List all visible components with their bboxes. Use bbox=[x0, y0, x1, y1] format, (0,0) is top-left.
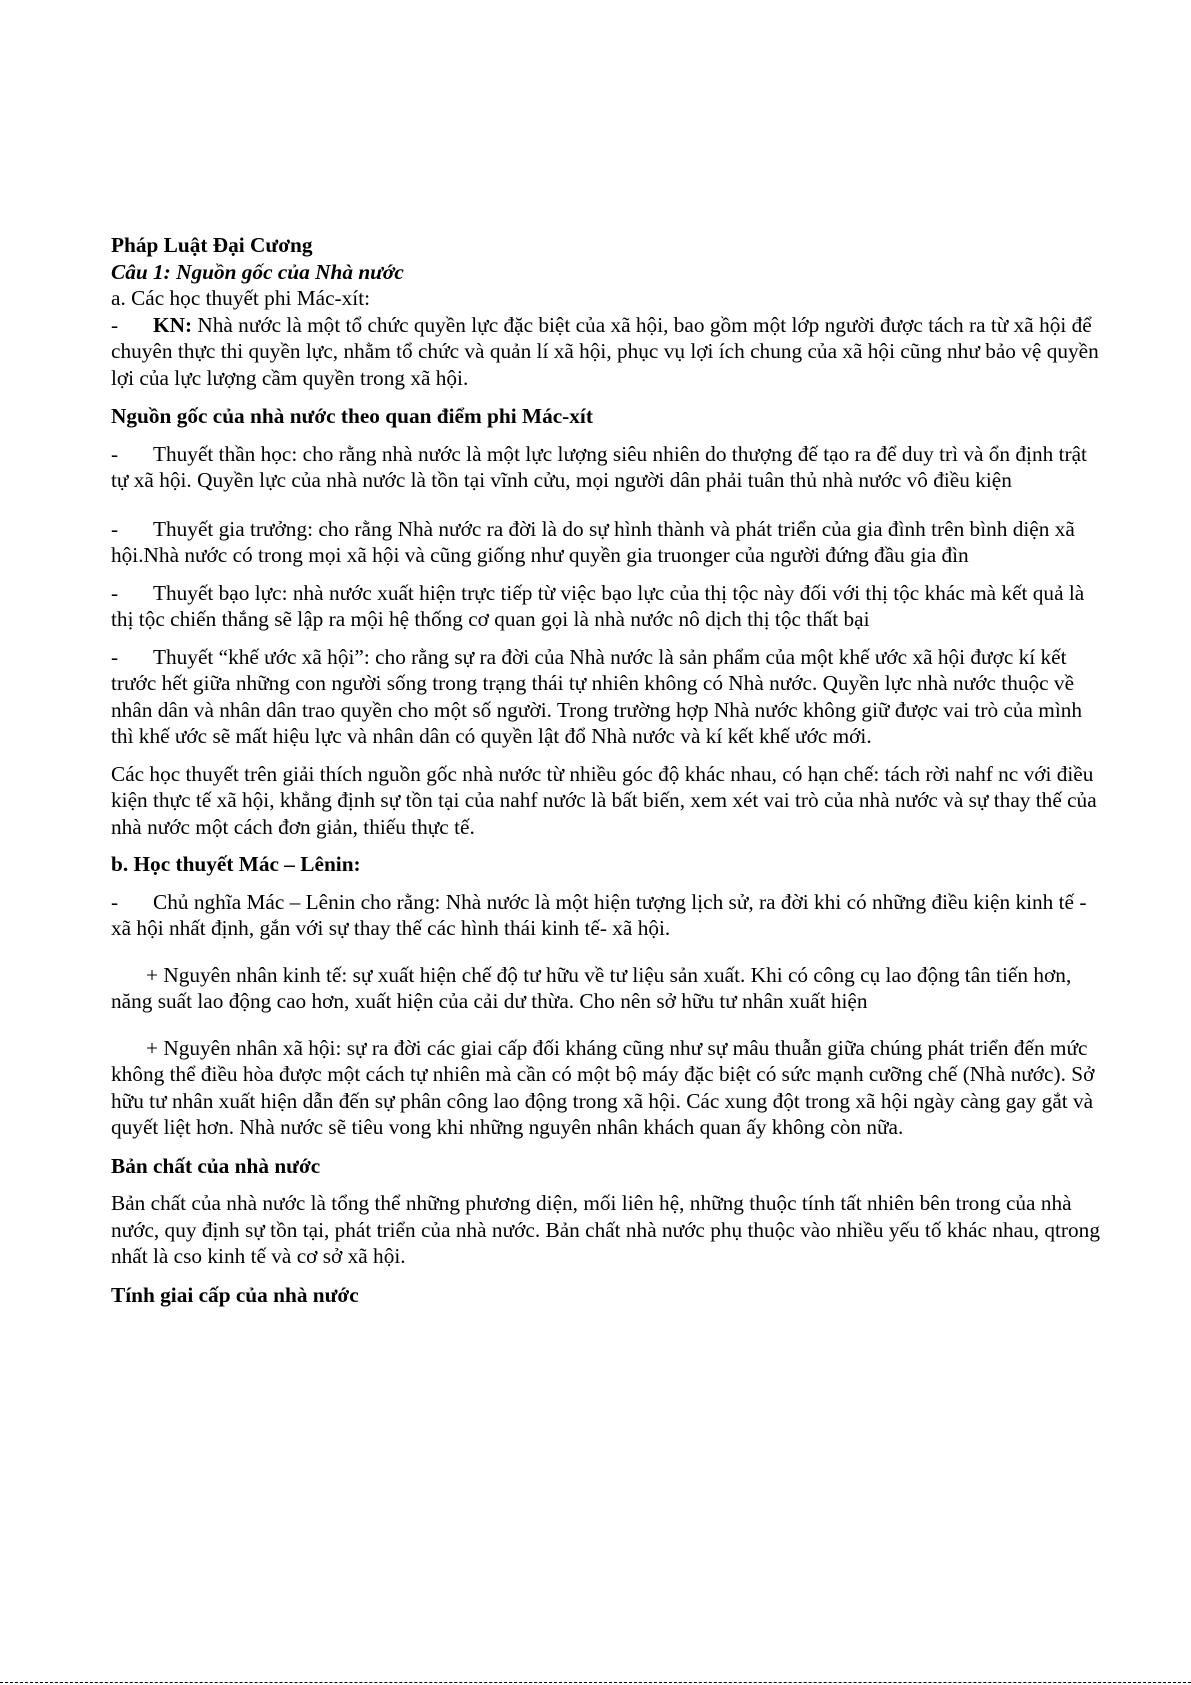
theory-item bbox=[111, 644, 1101, 750]
conclusion-paragraph: Các học thuyết trên giải thích nguồn gốc nhà nước từ nhiều góc độ khác nhau, có hạn chế: tách rời nahf nc với điều kiện thực tế xã hội, khẳng định sự tồn tại của nahf nước là bất biến, xem xét vai trò của nhà nước và sự thay thế của nhà nước một cách đơn giản, thiếu thực tế. bbox=[111, 761, 1097, 839]
dash-bullet: - bbox=[111, 889, 119, 914]
theory-item bbox=[111, 580, 1101, 633]
document-title: Pháp Luật Đại Cương bbox=[111, 233, 313, 257]
social-cause: + Nguyên nhân xã hội: sự ra đời các giai cấp đối kháng cũng như sự mâu thuẫn giữa chúng phát triển đến mức không thể điều hòa được một cách tự nhiên mà cần có một bộ máy đặc biệt có sức mạnh cưỡng chế (Nhà nước). Sở hữu tư nhân xuất hiện dẫn đến sự phân công lao động trong xã hội. Các xung đột trong xã hội ngày càng gay gắt và quyết liệt hơn. Nhà nước sẽ tiêu vong khi những nguyên nhân khách quan ấy không còn nữa. bbox=[111, 1035, 1095, 1139]
theory-item bbox=[111, 516, 1101, 569]
economic-cause: + Nguyên nhân kinh tế: sự xuất hiện chế độ tư hữu về tư liệu sản xuất. Khi có công cụ lao động tân tiến hơn, năng suất lao động cao hơn, xuất hiện của cải dư thừa. Cho nên sở hữu tư nhân xuất hiện bbox=[111, 962, 1072, 1013]
class-nature-heading: Tính giai cấp của nhà nước bbox=[111, 1282, 359, 1307]
dash-bullet: - bbox=[111, 516, 119, 541]
question-heading: Câu 1: Nguồn gốc của Nhà nước bbox=[111, 259, 404, 284]
essence-heading: Bản chất của nhà nước bbox=[111, 1153, 321, 1178]
dash-bullet: - bbox=[111, 580, 119, 605]
theory-text: Thuyết “khế ước xã hội”: cho rằng sự ra đời của Nhà nước là sản phẩm của một khế ước xã hội được kí kết trước hết giữa những con người sống trong trạng thái tự nhiên không có Nhà nước. Quyền lực nhà nước thuộc về nhân dân và nhân dân trao quyền cho một số người. Trong trường hợp Nhà nước không giữ được vai trò của mình thì khế ước sẽ mất hiệu lực và nhân dân có quyền lật đổ Nhà nước và kí kết khế ước mới. bbox=[111, 644, 1083, 748]
definition-text: Nhà nước là một tổ chức quyền lực đặc biệt của xã hội, bao gồm một lớp người được tách ra từ xã hội để chuyên thực thi quyền lực, nhằm tổ chức và quản lí xã hội, phục vụ lợi ích chung của xã hội cũng như bảo vệ quyền lợi của lực lượng cầm quyền trong xã hội. bbox=[111, 312, 1099, 390]
theory-text: Thuyết thần học: cho rằng nhà nước là một lực lượng siêu nhiên do thượng đế tạo ra để duy trì và ổn định trật tự xã hội. Quyền lực của nhà nước là tồn tại vĩnh cửu, mọi người dân phải tuân thủ nhà nước vô điều kiện bbox=[111, 441, 1087, 492]
essence-paragraph: Bản chất của nhà nước là tổng thể những phương diện, mối liên hệ, những thuộc tính tất nhiên bên trong của nhà nước, quy định sự tồn tại, phát triển của nhà nước. Bản chất nhà nước phụ thuộc vào nhiều yếu tố khác nhau, qtrong nhất là cso kinh tế và cơ sở xã hội. bbox=[111, 1191, 1100, 1268]
document-page bbox=[111, 232, 1101, 1319]
theory-text: Thuyết gia trưởng: cho rằng Nhà nước ra đời là do sự hình thành và phát triển của gia đình trên bình diện xã hội.Nhà nước có trong mọi xã hội và cũng giống như quyền gia truonger của người đứng đầu gia đìn bbox=[111, 516, 1075, 567]
definition-paragraph bbox=[111, 312, 1101, 392]
theory-item bbox=[111, 441, 1101, 494]
dash-bullet: - bbox=[111, 312, 119, 337]
theory-text: Thuyết bạo lực: nhà nước xuất hiện trực tiếp từ việc bạo lực của thị tộc này đối với thị tộc khác mà kết quả là thị tộc chiến thắng sẽ lập ra mội hệ thống cơ quan gọi là nhà nước nô dịch thị tộc thất bại bbox=[111, 580, 1085, 631]
definition-label: KN: bbox=[153, 312, 193, 337]
marx-item bbox=[111, 889, 1101, 942]
marx-text: Chủ nghĩa Mác – Lênin cho rằng: Nhà nước là một hiện tượng lịch sử, ra đời khi có những điều kiện kinh tế - xã hội nhất định, gắn với sự thay thế các hình thái kinh tế- xã hội. bbox=[111, 889, 1087, 940]
section-b-heading: b. Học thuyết Mác – Lênin: bbox=[111, 852, 361, 876]
section-a-heading: a. Các học thuyết phi Mác-xít: bbox=[111, 286, 371, 310]
origin-heading: Nguồn gốc của nhà nước theo quan điểm phi Mác-xít bbox=[111, 404, 593, 428]
page-bottom-rule bbox=[0, 1682, 1191, 1683]
dash-bullet: - bbox=[111, 441, 119, 466]
dash-bullet: - bbox=[111, 644, 119, 669]
